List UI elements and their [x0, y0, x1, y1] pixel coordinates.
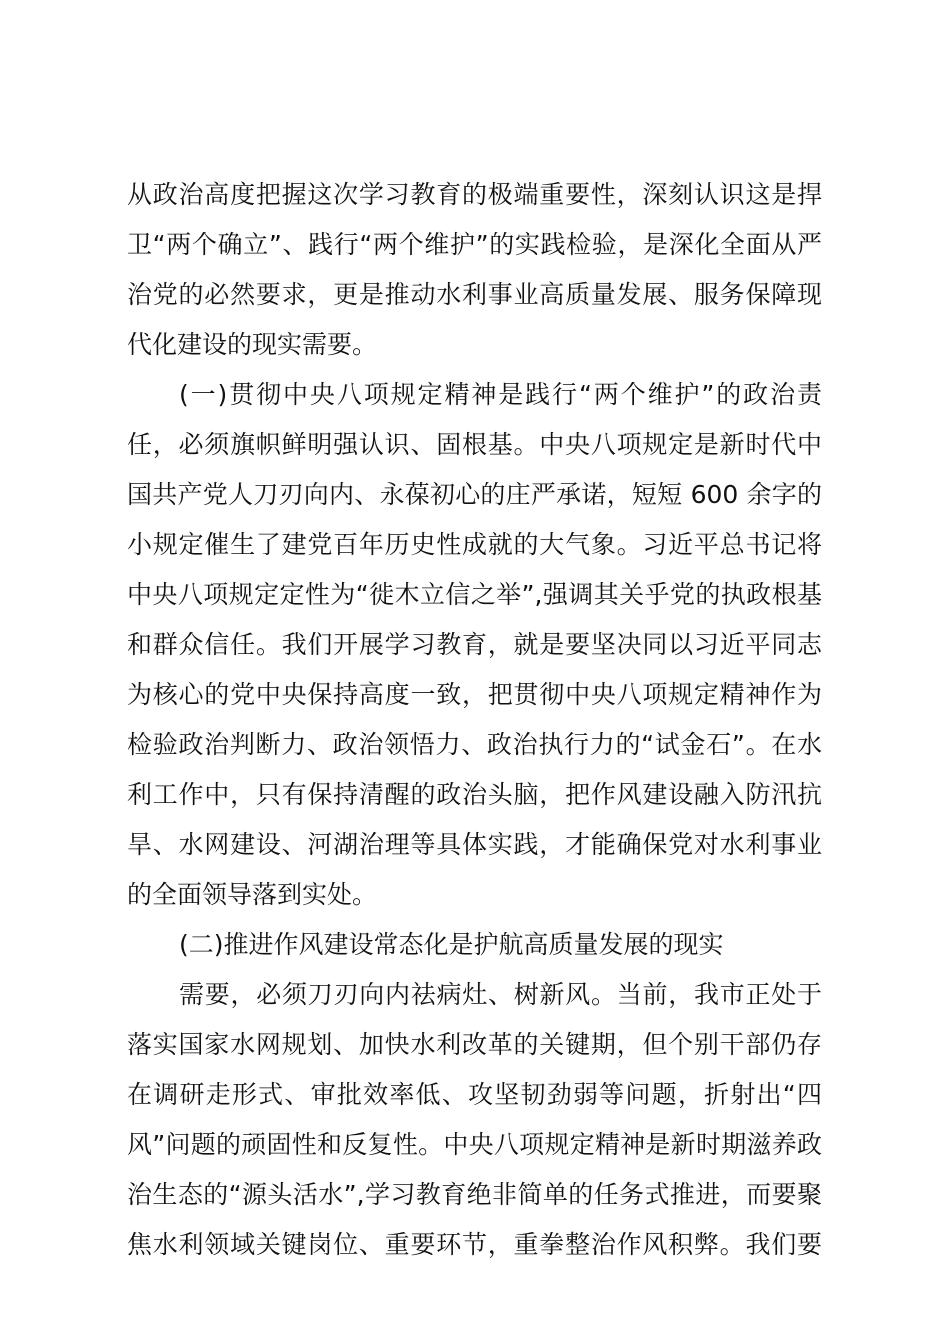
document-body [127, 170, 822, 1270]
text-line-1: 从政治高度把握这次学习教育的极端重要性，深刻认识这是捍 [127, 180, 822, 209]
text-line-18: 落实国家水网规划、加快水利改革的关键期，但个别干部仍存 [127, 1030, 822, 1059]
text-line-7: 国共产党人刀刃向内、永葆初心的庄严承诺，短短 600 余字的 [127, 480, 822, 509]
text-line-14: 旱、水网建设、河湖治理等具体实践，才能确保党对水利事业 [127, 830, 822, 859]
section-heading-1: (一)贯彻中央八项规定精神是践行“两个维护”的政治责 [179, 380, 822, 409]
text-line-6: 任，必须旗帜鲜明强认识、固根基。中央八项规定是新时代中 [127, 430, 822, 459]
text-line-3: 治党的必然要求，更是推动水利事业高质量发展、服务保障现 [127, 280, 822, 309]
section-heading-2: (二)推进作风建设常态化是护航高质量发展的现实 [179, 930, 724, 959]
text-line-8: 小规定催生了建党百年历史性成就的大气象。习近平总书记将 [127, 530, 822, 559]
text-line-20: 风”问题的顽固性和反复性。中央八项规定精神是新时期滋养政 [127, 1130, 822, 1159]
text-line-15: 的全面领导落到实处。 [127, 880, 378, 909]
text-line-21: 治生态的“源头活水”,学习教育绝非简单的任务式推进，而要聚 [127, 1180, 822, 1209]
text-line-22: 焦水利领域关键岗位、重要环节，重拳整治作风积弊。我们要 [127, 1230, 822, 1259]
text-line-9: 中央八项规定定性为“徙木立信之举”,强调其关乎党的执政根基 [127, 580, 822, 609]
text-line-4: 代化建设的现实需要。 [127, 330, 378, 359]
text-line-13: 利工作中，只有保持清醒的政治头脑，把作风建设融入防汛抗 [127, 780, 822, 809]
text-line-17: 需要，必须刀刃向内祛病灶、树新风。当前，我市正处于 [179, 980, 822, 1009]
text-line-19: 在调研走形式、审批效率低、攻坚韧劲弱等问题，折射出“四 [127, 1080, 822, 1109]
text-line-12: 检验政治判断力、政治领悟力、政治执行力的“试金石”。在水 [127, 730, 822, 759]
text-line-11: 为核心的党中央保持高度一致，把贯彻中央八项规定精神作为 [127, 680, 822, 709]
text-line-2: 卫“两个确立”、践行“两个维护”的实践检验，是深化全面从严 [127, 230, 822, 259]
text-line-10: 和群众信任。我们开展学习教育，就是要坚决同以习近平同志 [127, 630, 822, 659]
